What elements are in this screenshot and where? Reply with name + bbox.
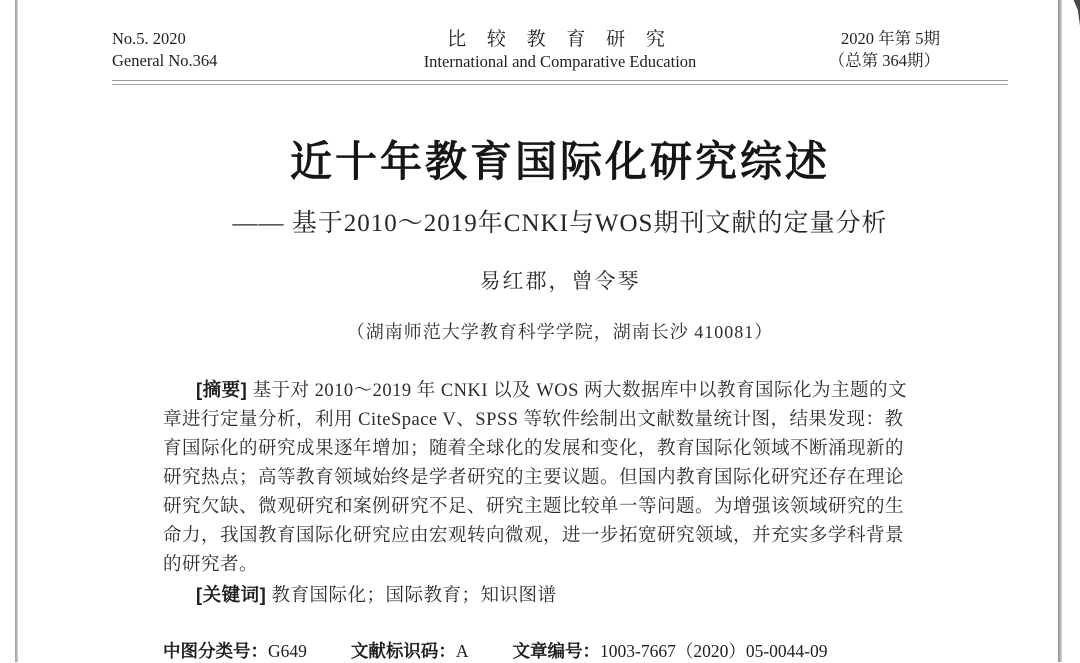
document-code	[351, 638, 469, 663]
article-title: 近十年教育国际化研究综述	[289, 138, 830, 185]
keywords-text: 教育国际化；国际教育；知识图谱	[271, 586, 557, 607]
article-id-label: 文章编号：	[512, 641, 601, 662]
abstract-line: 研究热点；高等教育领域始终是学者研究的主要议题。但国内教育国际化研究还存在理论	[163, 468, 905, 489]
clc-label: 中图分类号：	[163, 641, 268, 662]
cumulative-issue: （总第 364期）	[828, 51, 940, 70]
issue-number: No.5. 2020	[112, 29, 186, 48]
issue-info-left	[112, 28, 424, 72]
journal-header	[112, 28, 1008, 73]
journal-title-en: International and Comparative Education	[423, 52, 697, 71]
issue-year-number: 2020 年第 5期	[841, 29, 940, 48]
abstract-line	[163, 375, 919, 406]
abstract-line: 研究欠缺、微观研究和案例研究不足、研究主题比较单一等问题。为增强该领域研究的生	[163, 497, 905, 518]
abstract-line: 章进行定量分析，利用 CiteSpace V、SPSS 等软件绘制出文献数量统计图，结果发现：教	[163, 410, 904, 431]
abstract-text: 基于对 2010～2019 年 CNKI 以及 WOS 两大数据库中以教育国际化为主题的文	[252, 381, 908, 402]
authors: 易红郡，曾令琴	[479, 269, 641, 294]
document-code-label: 文献标识码：	[350, 641, 456, 662]
journal-title-zh: 比 较 教 育 研 究	[447, 29, 673, 50]
journal-title-block	[424, 28, 697, 73]
header-divider-rule	[112, 80, 1008, 85]
keywords-label: [关键词]	[196, 584, 267, 606]
clc-number	[163, 638, 307, 663]
keywords-line	[163, 580, 919, 611]
article-meta-line	[163, 638, 1008, 663]
clc-value: G649	[268, 641, 307, 662]
document-code-value: A	[455, 641, 469, 662]
page-content	[112, 28, 1008, 663]
article-subtitle: —— 基于2010～2019年CNKI与WOS期刊文献的定量分析	[232, 210, 888, 238]
abstract-label: [摘要]	[196, 379, 248, 401]
abstract-line: 育国际化的研究成果逐年增加；随着全球化的发展和变化，教育国际化领域不断涌现新的	[163, 439, 905, 460]
article-id-value: 1003-7667（2020）05-0044-09	[600, 641, 828, 662]
affiliation: （湖南师范大学教育科学学院，湖南长沙 410081）	[346, 322, 774, 343]
page-right-edge	[1058, 0, 1062, 662]
corner-ui-sliver	[1072, 0, 1080, 26]
article-id	[513, 638, 828, 663]
abstract-block	[163, 375, 919, 611]
abstract-line: 的研究者。	[163, 555, 259, 576]
abstract-line: 命力，我国教育国际化研究应由宏观转向微观，进一步拓宽研究领域，并充实多学科背景	[163, 526, 905, 547]
issue-info-right	[696, 28, 1008, 72]
page-left-edge	[15, 0, 18, 662]
general-number: General No.364	[112, 51, 218, 70]
